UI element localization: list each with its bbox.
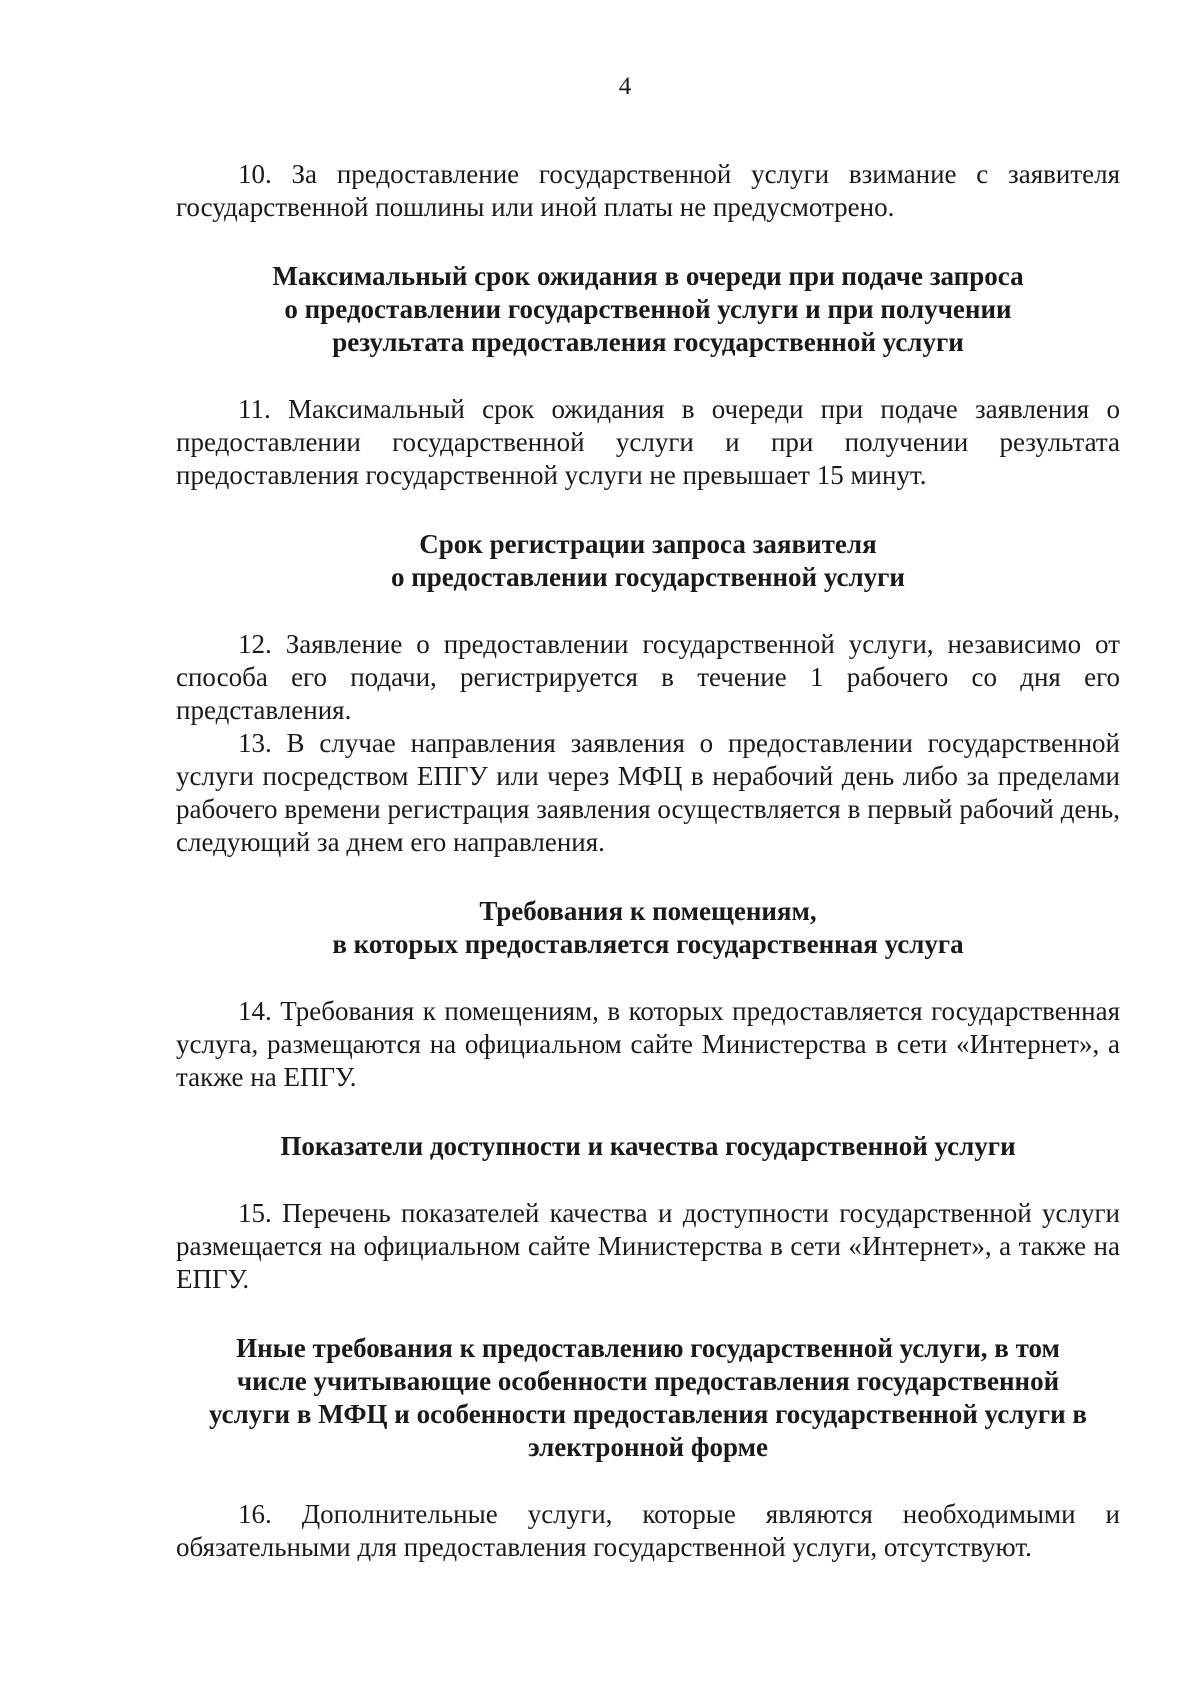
heading-line: Показатели доступности и качества государственной услуги bbox=[280, 1131, 1016, 1161]
paragraph-11: 11. Максимальный срок ожидания в очереди при подаче заявления о предоставлении государственной услуги и при получении результата предоставления государственной услуги не превышает 15 минут. bbox=[176, 394, 1120, 490]
heading-line: результата предоставления государственной услуги bbox=[332, 327, 964, 357]
heading-line: Срок регистрации запроса заявителя bbox=[419, 529, 877, 559]
paragraph-16: 16. Дополнительные услуги, которые являются необходимыми и обязательными для предоставления государственной услуги, отсутствуют. bbox=[176, 1499, 1120, 1562]
paragraph-12: 12. Заявление о предоставлении государственной услуги, независимо от способа его подачи, регистрируется в течение 1 рабочего со дня его представления. bbox=[176, 629, 1120, 725]
heading-line: Иные требования к предоставлению государственной услуги, в том bbox=[236, 1333, 1060, 1363]
heading-line: Максимальный срок ожидания в очереди при подаче запроса bbox=[272, 261, 1024, 291]
heading-line: о предоставлении государственной услуги и при получении bbox=[284, 294, 1012, 324]
section-heading-other-requirements bbox=[176, 1332, 1120, 1464]
heading-line: о предоставлении государственной услуги bbox=[390, 562, 905, 592]
section-heading-max-wait-time bbox=[176, 260, 1120, 359]
section-heading-accessibility-quality bbox=[176, 1130, 1120, 1163]
paragraph-10: 10. За предоставление государственной услуги взимание с заявителя государственной пошлины или иной платы не предусмотрено. bbox=[176, 159, 1120, 222]
heading-line: в которых предоставляется государственная услуга bbox=[332, 929, 964, 959]
section-heading-premises-requirements bbox=[176, 895, 1120, 961]
paragraph-15: 15. Перечень показателей качества и доступности государственной услуги размещается на официальном сайте Министерства в сети «Интернет», а также на ЕПГУ. bbox=[176, 1198, 1120, 1294]
paragraph-14: 14. Требования к помещениям, в которых предоставляется государственная услуга, размещаются на официальном сайте Министерства в сети «Интернет», а также на ЕПГУ. bbox=[176, 996, 1120, 1092]
heading-line: электронной форме bbox=[527, 1432, 769, 1462]
page-number: 4 bbox=[618, 73, 632, 100]
heading-line: Требования к помещениям, bbox=[479, 896, 817, 926]
paragraph-13: 13. В случае направления заявления о предоставлении государственной услуги посредством ЕПГУ или через МФЦ в нерабочий день либо за пределами рабочего времени регистрация заявления осуществляется в первый рабочий день, следующий за днем его направления. bbox=[176, 728, 1120, 857]
heading-line: числе учитывающие особенности предоставления государственной bbox=[236, 1366, 1060, 1396]
section-heading-registration-term bbox=[176, 528, 1120, 594]
document-body bbox=[176, 158, 1120, 1564]
heading-line: услуги в МФЦ и особенности предоставления государственной услуги в bbox=[209, 1399, 1087, 1429]
